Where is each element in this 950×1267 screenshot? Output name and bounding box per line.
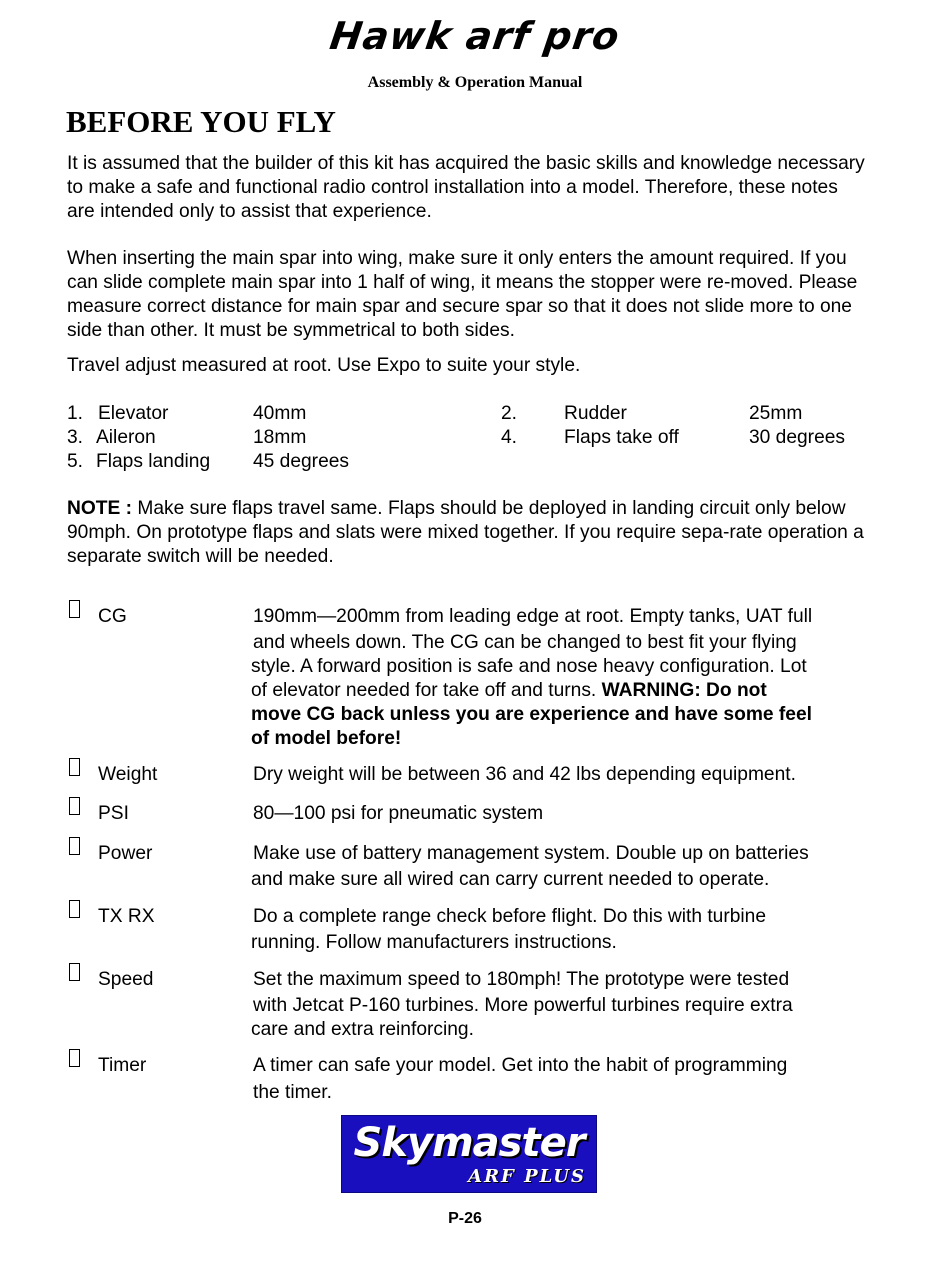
checkbox-icon[interactable] xyxy=(69,1049,80,1067)
checklist-label-weight: Weight xyxy=(98,764,158,785)
spec-number: 4. xyxy=(501,427,518,448)
timer-line: the timer. xyxy=(253,1082,332,1103)
cg-line: style. A forward position is safe and nose heavy configuration. Lot xyxy=(251,656,807,677)
spec-value: 18mm xyxy=(253,427,307,448)
cg-line: 190mm—200mm from leading edge at root. Empty tanks, UAT full xyxy=(253,606,813,627)
spec-name: Flaps landing xyxy=(96,451,211,472)
spec-number: 2. xyxy=(501,403,518,424)
speed-line: care and extra reinforcing. xyxy=(251,1019,474,1040)
cg-warning-line: of model before! xyxy=(251,728,402,749)
checkbox-icon[interactable] xyxy=(69,837,80,855)
checkbox-icon[interactable] xyxy=(69,963,80,981)
note-label: NOTE : xyxy=(67,498,133,519)
checklist-label-psi: PSI xyxy=(98,803,129,824)
manual-subtitle: Assembly & Operation Manual xyxy=(367,74,583,91)
travel-paragraph: Travel adjust measured at root. Use Expo to suite your style. xyxy=(67,355,581,376)
spec-name: Aileron xyxy=(96,427,156,448)
checkbox-icon[interactable] xyxy=(69,797,80,815)
checklist-label-power: Power xyxy=(98,843,153,864)
manual-brand-title: Hawk arf pro xyxy=(327,14,623,58)
spar-paragraph: When inserting the main spar into wing, make sure it only enters the amount required. If you can slide complete main spar into 1 half of wing, it means the stopper were re-moved. Please measure correct distance for main spar and secure spar so that it does not slide more to one side than other. It must be symmetrical to both sides. xyxy=(67,248,858,341)
checkbox-icon[interactable] xyxy=(69,600,80,618)
checkbox-icon[interactable] xyxy=(69,900,80,918)
spec-number: 5. xyxy=(67,451,84,472)
weight-line: Dry weight will be between 36 and 42 lbs depending equipment. xyxy=(253,764,796,785)
page-number: P-26 xyxy=(448,1210,482,1227)
checklist-label-cg: CG xyxy=(98,606,127,627)
cg-line: of elevator needed for take off and turns. xyxy=(251,680,602,701)
cg-warning-line: WARNING: Do not xyxy=(601,680,767,701)
spec-name: Rudder xyxy=(564,403,627,424)
checkbox-icon[interactable] xyxy=(69,758,80,776)
note-text: Make sure flaps travel same. Flaps should be deployed in landing circuit only below 90mph. On prototype flaps and slats were mixed together. If you require sepa-rate operation a separate switch will be needed. xyxy=(67,498,864,567)
section-heading: BEFORE YOU FLY xyxy=(66,104,336,139)
power-line: Make use of battery management system. Double up on batteries xyxy=(253,843,809,864)
spec-value: 45 degrees xyxy=(253,451,350,472)
intro-paragraph: It is assumed that the builder of this kit has acquired the basic skills and knowledge necessary to make a safe and functional radio control installation into a model. Therefore, these notes are intended only to assist that experience. xyxy=(67,153,865,222)
spec-name: Flaps take off xyxy=(564,427,679,448)
cg-line: and wheels down. The CG can be changed to best fit your flying xyxy=(253,632,797,653)
checklist-label-txrx: TX RX xyxy=(98,906,155,927)
checklist-label-timer: Timer xyxy=(98,1055,147,1076)
logo-subtext: ARF PLUS xyxy=(468,1166,586,1187)
checklist-label-speed: Speed xyxy=(98,969,154,990)
spec-name: Elevator xyxy=(98,403,169,424)
spec-value: 25mm xyxy=(749,403,803,424)
spec-number: 3. xyxy=(67,427,84,448)
speed-line: with Jetcat P-160 turbines. More powerful turbines require extra xyxy=(253,995,793,1016)
power-line: and make sure all wired can carry current needed to operate. xyxy=(251,869,770,890)
txrx-line: running. Follow manufacturers instructions. xyxy=(251,932,617,953)
txrx-line: Do a complete range check before flight. Do this with turbine xyxy=(253,906,767,927)
logo-wordmark: Skymaster xyxy=(353,1120,585,1166)
speed-line: Set the maximum speed to 180mph! The prototype were tested xyxy=(253,969,790,990)
timer-line: A timer can safe your model. Get into the habit of programming xyxy=(253,1055,788,1076)
cg-line-with-warning xyxy=(251,679,866,703)
spec-value: 40mm xyxy=(253,403,307,424)
spec-number: 1. xyxy=(67,403,84,424)
note-paragraph xyxy=(67,497,867,569)
spec-value: 30 degrees xyxy=(749,427,846,448)
psi-line: 80—100 psi for pneumatic system xyxy=(253,803,544,824)
skymaster-logo xyxy=(341,1115,597,1193)
cg-warning-line: move CG back unless you are experience and have some feel xyxy=(251,704,812,725)
